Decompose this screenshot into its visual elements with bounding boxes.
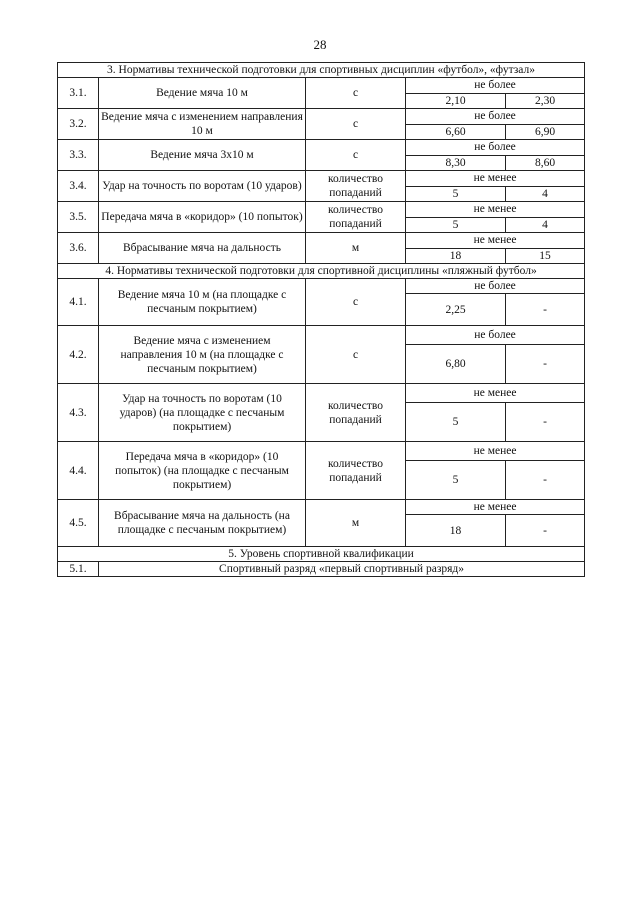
value-2: 4 xyxy=(506,186,585,202)
section-title: 3. Нормативы технической подготовки для спортивных дисциплин «футбол», «футзал» xyxy=(58,63,585,78)
value-2: - xyxy=(506,402,585,442)
unit: количество попаданий xyxy=(306,171,406,202)
value-1: 6,60 xyxy=(406,124,506,140)
row-number: 4.5. xyxy=(58,500,99,547)
test-name: Вбрасывание мяча на дальность (на площадке с песчаным покрытием) xyxy=(99,500,306,547)
value-2: - xyxy=(506,294,585,326)
condition: не менее xyxy=(406,500,585,515)
value-2: 8,60 xyxy=(506,155,585,171)
unit: с xyxy=(306,279,406,326)
value-2: - xyxy=(506,344,585,384)
value-1: 5 xyxy=(406,217,506,233)
condition: не менее xyxy=(406,171,585,187)
value-1: 5 xyxy=(406,460,506,500)
row-number: 3.2. xyxy=(58,109,99,140)
test-name: Ведение мяча 10 м xyxy=(99,78,306,109)
page-number: 28 xyxy=(313,37,327,52)
row-number: 3.4. xyxy=(58,171,99,202)
value-1: 8,30 xyxy=(406,155,506,171)
row-number: 3.5. xyxy=(58,202,99,233)
test-name: Ведение мяча с изменением направления 10 м (на площадке с песчаным покрытием) xyxy=(99,326,306,384)
unit: количество попаданий xyxy=(306,384,406,442)
condition: не более xyxy=(406,78,585,94)
condition: не менее xyxy=(406,384,585,403)
value-1: 2,10 xyxy=(406,93,506,109)
unit: с xyxy=(306,326,406,384)
condition: не менее xyxy=(406,202,585,218)
unit: с xyxy=(306,109,406,140)
value-2: - xyxy=(506,515,585,547)
norms-table xyxy=(57,62,585,577)
condition: не более xyxy=(406,279,585,294)
condition: не менее xyxy=(406,233,585,249)
row-number: 4.4. xyxy=(58,442,99,500)
value-2: 15 xyxy=(506,248,585,264)
section-title: 4. Нормативы технической подготовки для спортивной дисциплины «пляжный футбол» xyxy=(58,264,585,279)
condition: не более xyxy=(406,326,585,345)
value-1: 6,80 xyxy=(406,344,506,384)
value-2: - xyxy=(506,460,585,500)
unit: м xyxy=(306,233,406,264)
row-number: 3.6. xyxy=(58,233,99,264)
unit: с xyxy=(306,78,406,109)
unit: с xyxy=(306,140,406,171)
test-name: Ведение мяча 10 м (на площадке с песчаным покрытием) xyxy=(99,279,306,326)
row-number: 5.1. xyxy=(58,562,99,577)
condition: не более xyxy=(406,140,585,156)
qualification-text: Спортивный разряд «первый спортивный разряд» xyxy=(99,562,585,577)
test-name: Вбрасывание мяча на дальность xyxy=(99,233,306,264)
test-name: Передача мяча в «коридор» (10 попыток) xyxy=(99,202,306,233)
test-name: Удар на точность по воротам (10 ударов) (на площадке с песчаным покрытием) xyxy=(99,384,306,442)
test-name: Ведение мяча 3х10 м xyxy=(99,140,306,171)
test-name: Ведение мяча с изменением направления 10 м xyxy=(99,109,306,140)
value-1: 5 xyxy=(406,186,506,202)
unit: количество попаданий xyxy=(306,442,406,500)
value-1: 18 xyxy=(406,515,506,547)
row-number: 3.3. xyxy=(58,140,99,171)
condition: не более xyxy=(406,109,585,125)
row-number: 4.1. xyxy=(58,279,99,326)
unit: количество попаданий xyxy=(306,202,406,233)
test-name: Передача мяча в «коридор» (10 попыток) (на площадке с песчаным покрытием) xyxy=(99,442,306,500)
value-1: 5 xyxy=(406,402,506,442)
row-number: 4.2. xyxy=(58,326,99,384)
value-1: 2,25 xyxy=(406,294,506,326)
section-title: 5. Уровень спортивной квалификации xyxy=(58,547,585,562)
condition: не менее xyxy=(406,442,585,461)
value-2: 2,30 xyxy=(506,93,585,109)
value-2: 6,90 xyxy=(506,124,585,140)
row-number: 3.1. xyxy=(58,78,99,109)
value-1: 18 xyxy=(406,248,506,264)
row-number: 4.3. xyxy=(58,384,99,442)
unit: м xyxy=(306,500,406,547)
value-2: 4 xyxy=(506,217,585,233)
test-name: Удар на точность по воротам (10 ударов) xyxy=(99,171,306,202)
